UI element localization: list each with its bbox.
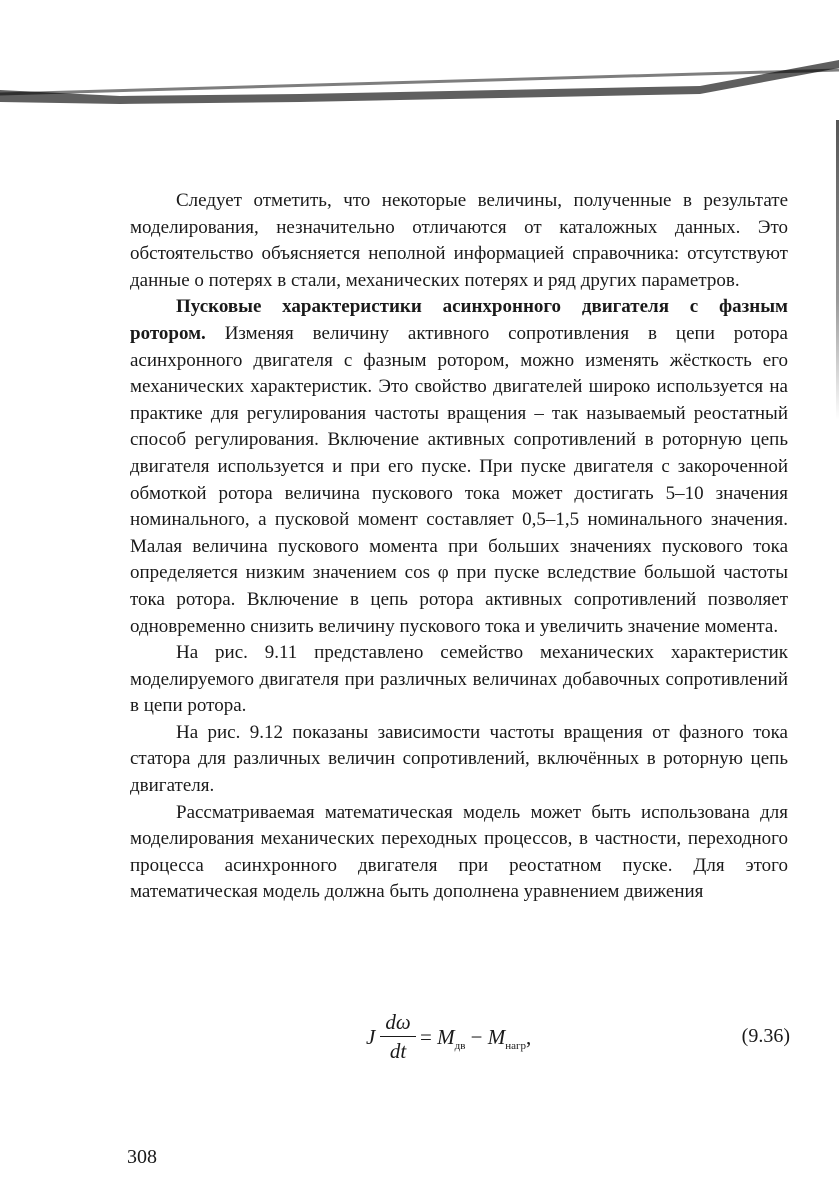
paragraph-text: На рис. 9.12 показаны зависимости частоты вращения от фазного тока статора для различных величин сопротивлений, включённых в роторную цепь двигателя.	[130, 721, 788, 797]
paragraph-text: На рис. 9.11 представлено семейство механических характеристик моделируемого двигателя при различных величинах добавочных сопротивлений в цепи ротора.	[130, 642, 788, 717]
scan-edge-artifact	[0, 60, 839, 120]
motor-torque: M	[437, 1025, 455, 1049]
paragraph-4	[130, 720, 788, 800]
section-heading: Пусковые характеристики асинхронного двигателя с фазным ротором.	[130, 296, 788, 344]
paragraph-2	[130, 294, 788, 640]
paragraph-5	[130, 800, 788, 906]
equation-9-36	[360, 1010, 790, 1070]
paragraph-3	[130, 640, 788, 720]
paragraph-text: Следует отметить, что некоторые величины, полученные в результате моделирования, незначительно отличаются от каталожных данных. Это обстоятельство объясняется неполной информацией справочника: отсутствуют данные о потерях в стали, механических потерях и ряд других параметров.	[130, 190, 788, 291]
equation-number: (9.36)	[741, 1025, 790, 1047]
equation-fraction	[380, 1010, 416, 1063]
load-torque-subscript: нагр	[505, 1040, 527, 1052]
paragraph-text: Рассматриваемая математическая модель может быть использована для моделирования механических переходных процессов, в частности, переходного процесса асинхронного двигателя при реостатном пуске. Для этого математическая модель должна быть дополнена уравнением движения	[130, 801, 788, 903]
paragraph-text: Изменяя величину активного сопротивления в цепи ротора асинхронного двигателя с фазным ротором, можно изменять жёсткость его механических характеристик. Это свойство двигателей широко используется на практике для регулирования частоты вращения – так называемый реостатный способ регулирования. Включение активных сопротивлений в роторную цепь двигателя используется и при его пуске. При пуске двигателя с закороченной обмоткой ротора величина пускового тока может достигать 5–10 значения номинального, а пусковой момент составляет 0,5–1,5 номинального значения. Малая величина пускового момента при больших значениях пускового тока определяется низким значением cos φ при пуске вследствие большой частоты тока ротора. Включение в цепь ротора активных сопротивлений позволяет одновременно снизить величину пускового тока и увеличить значение момента.	[130, 322, 788, 637]
equation-inertia: J	[366, 1025, 376, 1049]
page-number: 308	[127, 1146, 157, 1168]
fraction-bar	[380, 1036, 416, 1037]
body-text	[130, 188, 788, 906]
equation-rhs: = $M_{дв} - M_{нагр}$,	[420, 1025, 532, 1052]
motor-torque-subscript: дв	[454, 1040, 466, 1052]
fraction-denominator: dt	[389, 1039, 407, 1063]
load-torque: M	[487, 1025, 506, 1049]
fraction-numerator: dω	[385, 1010, 411, 1034]
paragraph-1	[130, 188, 788, 294]
